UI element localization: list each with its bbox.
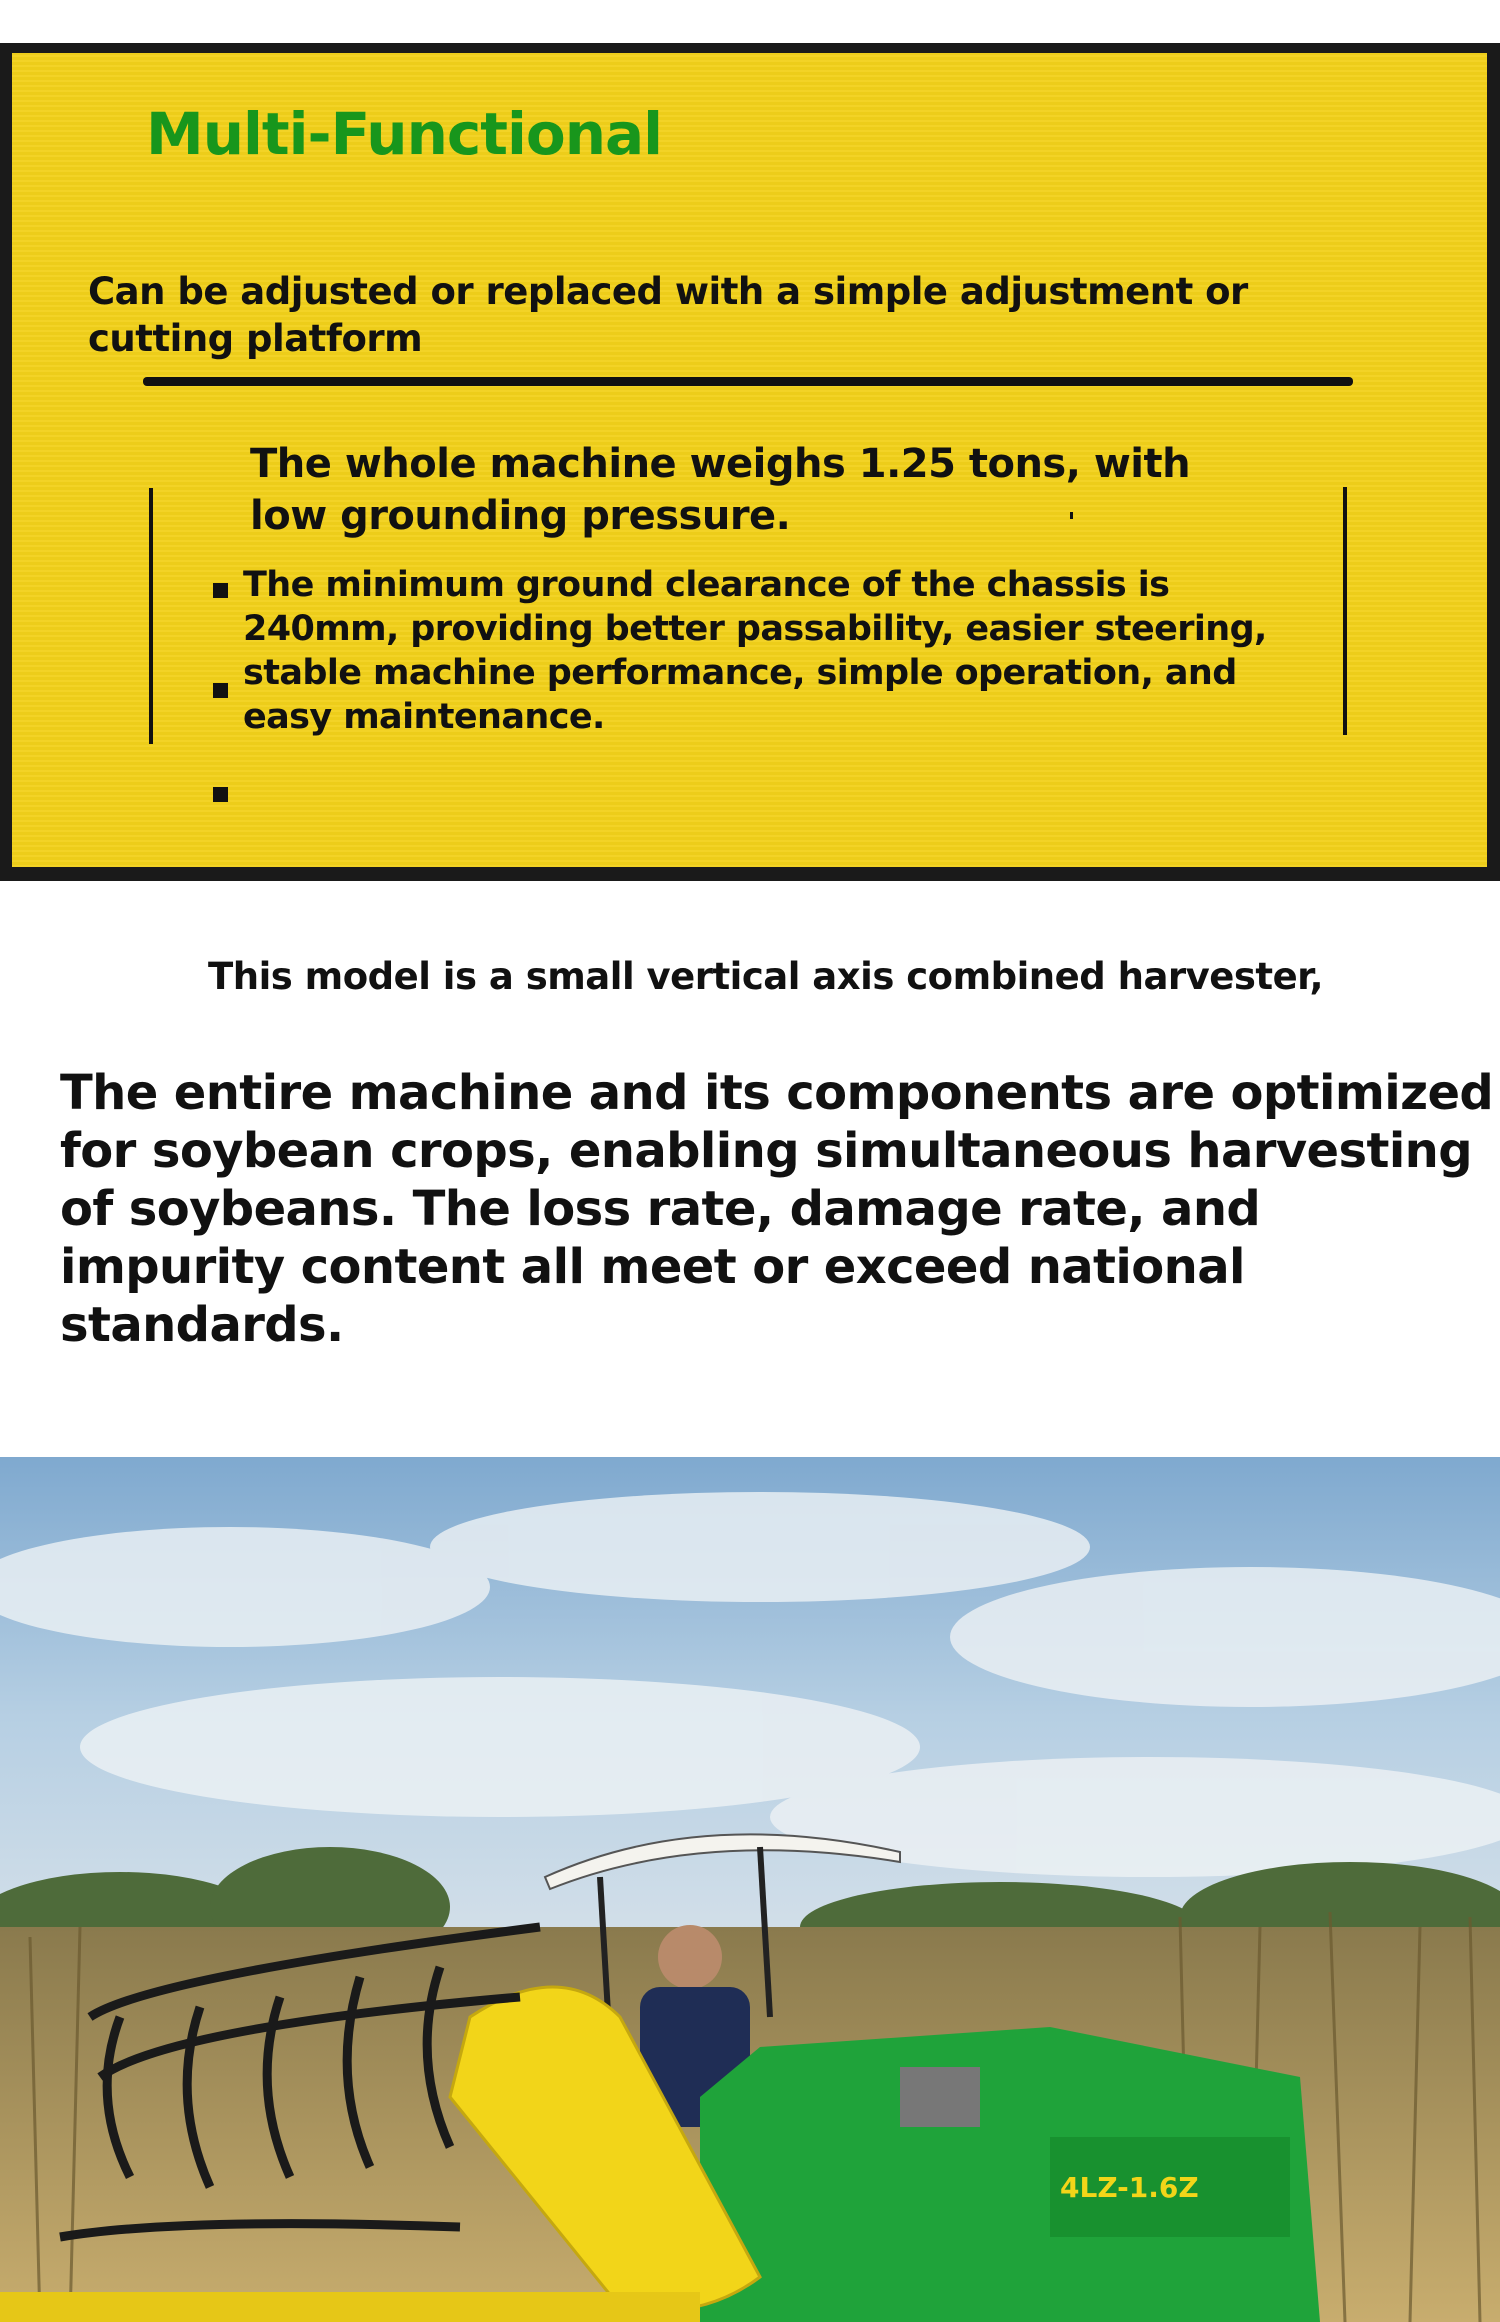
banner-subtitle: Can be adjusted or replaced with a simple adjustment or cutting platform <box>88 270 1248 360</box>
machine-label: 4LZ-1.6Z <box>1060 2171 1199 2204</box>
feature-weight: The whole machine weighs 1.25 tons, with low grounding pressure. <box>250 441 1191 539</box>
bullet-icon <box>213 583 228 598</box>
divider <box>143 377 1353 386</box>
bullet-icon <box>213 787 228 802</box>
bracket-left <box>149 488 153 744</box>
model-description: The entire machine and its components are optimized for soybean crops, enabling simultaneous harvesting of soybeans. The loss rate, damage rate, and impurity content all meet or exceed national standards. <box>60 1065 1494 1353</box>
bracket-right <box>1343 487 1347 735</box>
feature-clearance: The minimum ground clearance of the chassis is 240mm, providing better passability, easier steering, stable machine performance, simple operation, and easy maintenance. <box>243 565 1267 737</box>
banner-title: Multi-Functional <box>146 100 663 168</box>
model-intro: This model is a small vertical axis combined harvester, <box>208 955 1324 998</box>
operator-head <box>658 1925 722 1989</box>
bullet-icon <box>213 683 228 698</box>
harvester-photo <box>0 1457 1500 2322</box>
